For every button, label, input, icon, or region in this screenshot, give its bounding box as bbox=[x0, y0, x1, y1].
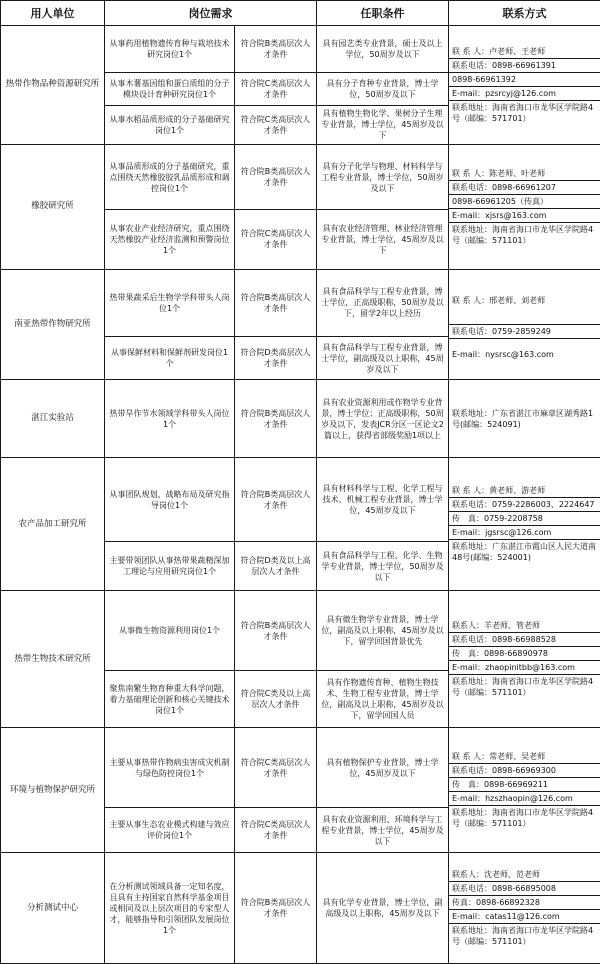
table-row bbox=[1, 591, 600, 671]
table-row bbox=[1, 269, 600, 337]
contact-block bbox=[449, 26, 600, 145]
header-conditions: 任职条件 bbox=[317, 1, 449, 26]
job-conditions: 具有植物保护专业背景，博士学位，45周岁及以下 bbox=[317, 728, 449, 808]
talent-category: 符合院C类高层次人才条件 bbox=[235, 210, 317, 269]
job-need: 从事品质形成的分子基础研究，重点围绕天然橡胶胶乳品质形成和调控岗位1个 bbox=[105, 144, 235, 210]
job-need: 从事水稻品质形成的分子基础研究岗位1个 bbox=[105, 105, 235, 144]
contact-line: 联系地址：海南省海口市龙华区学院路4号（邮编：571101） bbox=[452, 224, 594, 245]
unit-name: 农产品加工研究所 bbox=[1, 458, 105, 591]
job-need: 从事农业产业经济研究，重点围绕天然橡胶产业经济监测和预警岗位1个 bbox=[105, 210, 235, 269]
job-conditions: 具有化学专业背景，博士学位，副高级及以上职称，45周岁及以下 bbox=[317, 853, 449, 964]
talent-category: 符合院B类高层次人才条件 bbox=[235, 269, 317, 337]
talent-category: 符合院B类高层次人才条件 bbox=[235, 26, 317, 73]
contact-line: 联系人：沈老师、范老师 bbox=[449, 868, 600, 882]
job-need: 热带旱作节水领域学科带头人岗位1个 bbox=[105, 380, 235, 458]
job-need: 从事木薯基因组和蛋白质组的分子模块设计育种研究岗位1个 bbox=[105, 73, 235, 106]
job-conditions: 具有作物遗传育种、植物生物技术、生物工程专业背景，博士学位，副高及以上职称，45周岁及以下，留学回国人员 bbox=[317, 671, 449, 728]
job-need: 从事药用植物遗传育种与栽培技术研究岗位1个 bbox=[105, 26, 235, 73]
contact-line: E-mail：xjsrs@163.com bbox=[449, 209, 600, 223]
contact-line: 联系地址：海南省海口市龙华区学院路4号（邮编：571101） bbox=[452, 926, 594, 947]
contact-line: E-mail：jgsrsc@126.com bbox=[449, 526, 600, 540]
contact-line: 联系地址：广东湛江市霞山区人民大道南48号(邮编：524001) bbox=[452, 542, 596, 563]
contact-line: 联系电话：0759-2859249 bbox=[449, 325, 600, 339]
job-conditions: 具有分子育种专业背景，博士学位，50周岁及以下 bbox=[317, 73, 449, 106]
contact-line: E-mail：pzsrcyj@126.com bbox=[449, 87, 600, 101]
contact-line: E-mail：hzszhaopin@126.com bbox=[449, 792, 600, 806]
job-conditions: 具有农业资源利用或作物学专业背景，博士学位；正高级职称，50周岁及以下，发表JCR分区一区论文2篇以上，获得省部级奖励1项以上 bbox=[317, 380, 449, 458]
talent-category: 符合院C类及以上高层次人才条件 bbox=[235, 671, 317, 728]
contact-line: 联 系 人：邢老师、刘老师 bbox=[449, 278, 600, 325]
contact-line: 传 真：0898-66890978 bbox=[449, 647, 600, 661]
contact-line: 传 真：0759-2208758 bbox=[449, 512, 600, 526]
contact-line: 联系地址：海南省海口市龙华区学院路4号（邮编：571701） bbox=[452, 102, 594, 123]
job-conditions: 具有食品科学与工程专业背景，博士学位，正高级职称，50周岁及以下，留学2年以上经历 bbox=[317, 269, 449, 337]
talent-category: 符合院B类高层次人才条件 bbox=[235, 458, 317, 542]
contact-line: 联系电话：0898-66961207 bbox=[449, 181, 600, 195]
contact-line: 0898-66961205（传真） bbox=[449, 195, 600, 209]
talent-category: 符合院D类高层次人才条件 bbox=[235, 337, 317, 380]
contact-block bbox=[449, 269, 600, 380]
job-conditions: 具有微生物学专业背景，博士学位，副高及以上职称，45周岁及以下，留学回国背景优先 bbox=[317, 591, 449, 671]
talent-category: 符合院C类高层次人才条件 bbox=[235, 73, 317, 106]
job-need: 从事微生物资源利用岗位1个 bbox=[105, 591, 235, 671]
talent-category: 符合院D类及以上高层次人才条件 bbox=[235, 542, 317, 591]
talent-category: 符合院C类高层次人才条件 bbox=[235, 808, 317, 853]
contact-line: 联系地址：海南省海口市龙华区学院路4号（邮编：571101） bbox=[452, 808, 594, 829]
table-row bbox=[1, 144, 600, 210]
table-row bbox=[1, 458, 600, 542]
table-row bbox=[1, 853, 600, 964]
unit-name: 湛江实验站 bbox=[1, 380, 105, 458]
contact-block bbox=[449, 380, 600, 458]
job-need: 主要带领团队从事热带果蔬精深加工理论与应用研究岗位1个 bbox=[105, 542, 235, 591]
contact-line: 0898-66961392 bbox=[449, 73, 600, 87]
unit-name: 环境与植物保护研究所 bbox=[1, 728, 105, 853]
talent-category: 符合院B类高层次人才条件 bbox=[235, 144, 317, 210]
contact-line: 联系地址：海南省海口市龙华区学院路4号（邮编：571101） bbox=[452, 677, 594, 698]
talent-category: 符合院B类高层次人才条件 bbox=[235, 380, 317, 458]
contact-line: 联系地址：广东省湛江市麻章区湖秀路1号(邮编：524091) bbox=[452, 408, 594, 429]
table-row bbox=[1, 728, 600, 808]
contact-line: 联系电话：0898-66969300 bbox=[449, 764, 600, 778]
unit-name: 南亚热带作物研究所 bbox=[1, 269, 105, 380]
job-conditions: 具有材料科学与工程、化学工程与技术、机械工程专业背景，博士学位，45周岁及以下 bbox=[317, 458, 449, 542]
contact-line: 联系人：羊老师、管老师 bbox=[449, 619, 600, 633]
job-need: 从事保鲜材料和保鲜剂研发岗位1个 bbox=[105, 337, 235, 380]
contact-block bbox=[449, 853, 600, 964]
header-unit: 用人单位 bbox=[1, 1, 105, 26]
talent-category: 符合院C类高层次人才条件 bbox=[235, 728, 317, 808]
contact-block bbox=[449, 591, 600, 728]
job-conditions: 具有植物生物化学、果树分子生理专业背景，博士学位，45周岁及以下 bbox=[317, 105, 449, 144]
contact-line: E-mail：zhaopinitbb@163.com bbox=[449, 661, 600, 675]
contact-line: 联系电话：0759-2286003、2224647 bbox=[449, 498, 600, 512]
unit-name: 分析测试中心 bbox=[1, 853, 105, 964]
unit-name: 橡胶研究所 bbox=[1, 144, 105, 269]
job-conditions: 具有食品科学与工程专业背景，博士学位，副高级及以上职称，45周岁及以下 bbox=[317, 337, 449, 380]
contact-line: 联 系 人：卢老师、王老师 bbox=[449, 45, 600, 59]
contact-line: E-mail：catas11@126.com bbox=[449, 910, 600, 924]
job-conditions: 具有分子化学与物理、材料科学与工程专业背景，博士学位，50周岁及以下 bbox=[317, 144, 449, 210]
contact-line: 传真：0898-66892328 bbox=[449, 896, 600, 910]
job-conditions: 具有园艺类专业背景，硕士及以上学位，50周岁及以下 bbox=[317, 26, 449, 73]
contact-line: 传 真：0898-66969211 bbox=[449, 778, 600, 792]
job-conditions: 具有农业资源利用、环境科学与工程专业背景，博士学位，45周岁及以下 bbox=[317, 808, 449, 853]
header-row bbox=[1, 1, 600, 26]
unit-name: 热带作物品种资源研究所 bbox=[1, 26, 105, 145]
contact-block bbox=[449, 728, 600, 853]
table-row bbox=[1, 380, 600, 458]
talent-category: 符合院B类高层次人才条件 bbox=[235, 591, 317, 671]
talent-category: 符合院C类高层次人才条件 bbox=[235, 105, 317, 144]
unit-name: 热带生物技术研究所 bbox=[1, 591, 105, 728]
header-contact: 联系方式 bbox=[449, 1, 600, 26]
contact-line: 联系电话：0898-66988528 bbox=[449, 633, 600, 647]
contact-line: 联 系 人：常老师、吴老师 bbox=[449, 750, 600, 764]
talent-category: 符合院B类高层次人才条件 bbox=[235, 853, 317, 964]
header-need: 岗位需求 bbox=[105, 1, 317, 26]
contact-line: E-mail：nysrsc@163.com bbox=[452, 349, 554, 359]
job-need: 主要从事热带作物病虫害成灾机制与绿色防控岗位1个 bbox=[105, 728, 235, 808]
contact-line: 联 系 人：黄老师、游老师 bbox=[449, 484, 600, 498]
job-need: 热带果蔬采后生物学学科带头人岗位1个 bbox=[105, 269, 235, 337]
job-need: 在分析测试领域具备一定知名度，且具有主持国家自然科学基金项目或相同及以上层次项目的专家型人才，能够指导和引领团队发展岗位1个 bbox=[105, 853, 235, 964]
contact-line: 联系电话：0898-66961391 bbox=[449, 59, 600, 73]
job-conditions: 具有农业经济管理、林业经济管理专业背景，博士学位，45周岁及以下 bbox=[317, 210, 449, 269]
table-row bbox=[1, 26, 600, 73]
job-need: 主要从事生态农业模式构建与效应评价岗位1个 bbox=[105, 808, 235, 853]
contact-block bbox=[449, 458, 600, 591]
job-conditions: 具有食品科学与工程、化学、生物学专业背景，博士学位，50周岁及以下 bbox=[317, 542, 449, 591]
job-need: 聚焦南繁生物育种重大科学问题，着力基础理论创新和核心关键技术岗位1个 bbox=[105, 671, 235, 728]
job-need: 从事团队规划、战略布局及研究指导岗位1个 bbox=[105, 458, 235, 542]
contact-block bbox=[449, 144, 600, 269]
contact-line: 联 系 人：陈老师、叶老师 bbox=[449, 167, 600, 181]
contact-line: 联系电话：0898-66895008 bbox=[449, 882, 600, 896]
